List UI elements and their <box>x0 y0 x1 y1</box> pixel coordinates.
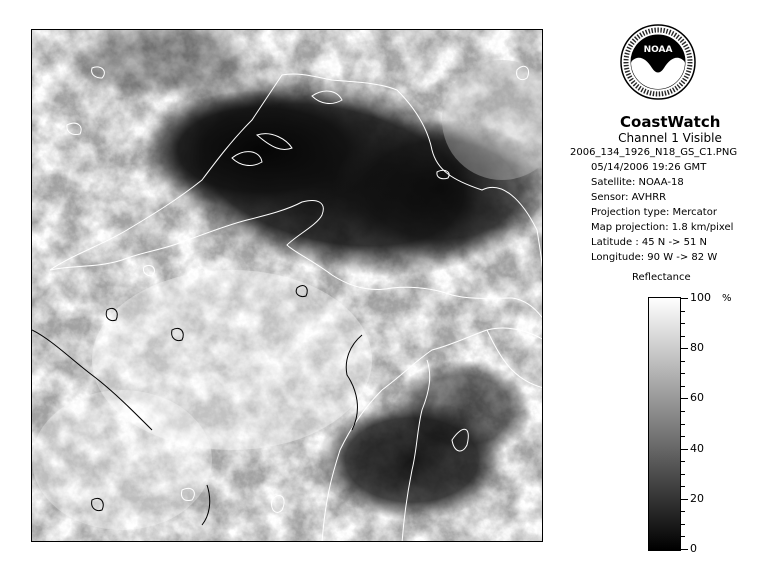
latitude-range: Latitude : 45 N -> 51 N <box>591 237 707 248</box>
reflectance-colorbar <box>648 297 681 551</box>
colorbar-tick <box>681 549 688 550</box>
colorbar-tick <box>681 323 685 324</box>
colorbar-tick <box>681 436 685 437</box>
projection-type: Projection type: Mercator <box>591 207 717 218</box>
colorbar-tick <box>681 311 685 312</box>
colorbar-tick <box>681 361 685 362</box>
colorbar-tick <box>681 474 685 475</box>
colorbar-tick <box>681 511 685 512</box>
colorbar-tick-label: 60 <box>690 391 704 404</box>
colorbar-tick <box>681 424 685 425</box>
satellite-image <box>31 29 543 542</box>
colorbar-tick <box>681 486 685 487</box>
logo-center-text: NOAA <box>643 45 673 55</box>
brand-title: CoastWatch <box>620 113 721 131</box>
map-projection: Map projection: 1.8 km/pixel <box>591 222 734 233</box>
image-datetime: 05/14/2006 19:26 GMT <box>591 162 707 173</box>
satellite-info: Satellite: NOAA-18 <box>591 177 684 188</box>
colorbar-tick <box>681 499 688 500</box>
colorbar-tick <box>681 449 688 450</box>
colorbar-tick-label: 0 <box>690 542 697 555</box>
colorbar-tick <box>681 386 685 387</box>
colorbar-tick-label: 80 <box>690 341 704 354</box>
colorbar-tick-label: 40 <box>690 442 704 455</box>
colorbar-tick <box>681 348 688 349</box>
colorbar-tick-label: 20 <box>690 492 704 505</box>
longitude-range: Longitude: 90 W -> 82 W <box>591 252 718 263</box>
colorbar-tick-label: 100 <box>690 291 711 304</box>
colorbar-tick <box>681 536 685 537</box>
image-filename: 2006_134_1926_N18_GS_C1.PNG <box>570 147 738 158</box>
colorbar-tick <box>681 461 685 462</box>
noaa-logo <box>620 24 696 100</box>
colorbar-tick <box>681 336 685 337</box>
colorbar-tick <box>681 411 685 412</box>
colorbar-tick <box>681 398 688 399</box>
channel-title: Channel 1 Visible <box>618 131 722 145</box>
colorbar-tick <box>681 373 685 374</box>
colorbar-title: Reflectance <box>632 272 691 283</box>
satellite-imagery <box>32 30 543 542</box>
sensor-info: Sensor: AVHRR <box>591 192 667 203</box>
colorbar-tick <box>681 524 685 525</box>
colorbar-tick <box>681 298 688 299</box>
colorbar-unit: % <box>722 293 732 304</box>
